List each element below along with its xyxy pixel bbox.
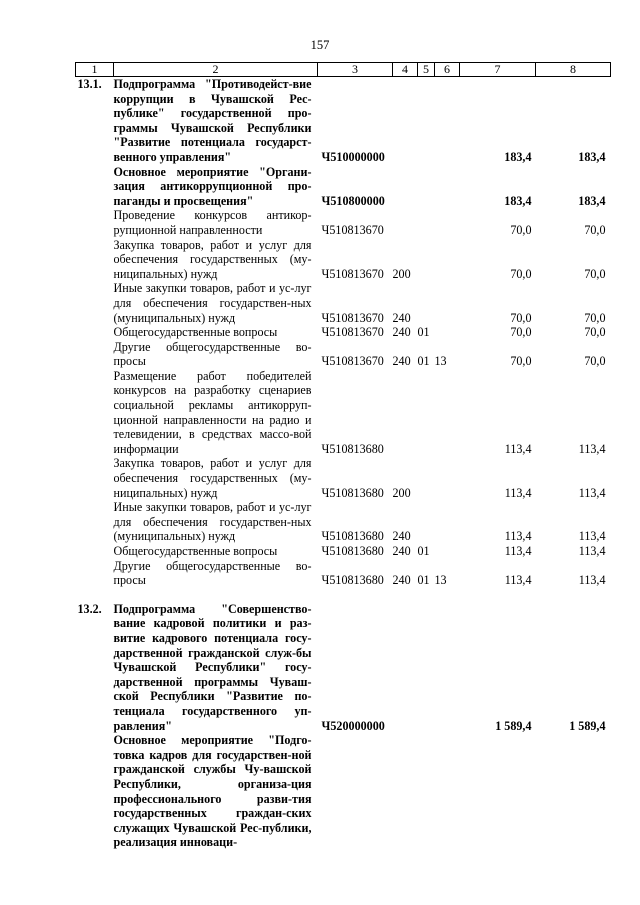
subsection [435, 77, 460, 165]
expense-type: 200 [392, 266, 411, 281]
row-number [76, 500, 114, 544]
row-description: Подпрограмма "Противодейст-вие коррупции в Чувашской Рес-публике" государственной про-граммы Чувашской Республики "Развитие потенциала государст-венного управления" [113, 77, 312, 164]
target-code [318, 733, 393, 850]
row-description: Основное мероприятие "Органи-зация антикоррупционной про-паганды и просвещения" [113, 164, 312, 208]
target-code: Ч510813670 [321, 222, 384, 237]
subsection: 13 [434, 573, 447, 588]
table-row [76, 733, 611, 850]
section [418, 500, 435, 544]
header-cell: 3 [318, 63, 393, 77]
row-description: Другие общегосударственные во-просы [113, 558, 312, 588]
amount-col7: 70,0 [510, 325, 532, 340]
amount-col7: 1 589,4 [495, 718, 532, 733]
expense-type: 240 [392, 310, 411, 325]
row-number [76, 208, 114, 237]
subsection [435, 165, 460, 209]
table-row [76, 77, 611, 165]
row-description: Подпрограмма "Совершенство-вание кадровой политики и раз-витие кадрового потенциала госу-дарственной гражданской служ-бы Чувашской Республики" госу-дарственной программы Чуваш-ской Республики "Развитие по-тенциала государственного уп-равления" [113, 601, 312, 733]
target-code: Ч510813670 [321, 325, 384, 340]
amount-col7: 183,4 [504, 193, 532, 208]
table-row [76, 544, 611, 559]
section [418, 77, 435, 165]
expense-type [393, 208, 418, 237]
target-code: Ч510813680 [321, 573, 384, 588]
target-code: Ч510813680 [321, 441, 384, 456]
header-row [76, 63, 611, 77]
expense-type: 240 [392, 354, 411, 369]
row-number [76, 369, 114, 457]
row-number [76, 281, 114, 325]
amount-col8: 70,0 [584, 354, 606, 369]
header-cell: 8 [536, 63, 611, 77]
expense-type: 240 [392, 325, 411, 340]
expense-type [393, 165, 418, 209]
section: 01 [417, 544, 430, 558]
row-description: Иные закупки товаров, работ и ус-луг для обеспечения государствен-ных (муниципальных) нужд [113, 281, 312, 325]
section: 01 [417, 325, 430, 340]
section [418, 165, 435, 209]
header-cell: 2 [114, 63, 318, 77]
amount-col8: 183,4 [578, 149, 606, 164]
subsection [435, 281, 460, 325]
amount-col7: 113,4 [504, 529, 532, 544]
amount-col7: 183,4 [504, 149, 532, 164]
amount-col8: 1 589,4 [569, 718, 606, 733]
row-description: Иные закупки товаров, работ и ус-луг для обеспечения государствен-ных (муниципальных) нужд [113, 500, 312, 544]
row-description: Другие общегосударственные во-просы [113, 339, 312, 369]
amount-col7 [460, 733, 536, 850]
row-description: Основное мероприятие "Подго-товка кадров для государствен-ной гражданской службы Чу-вашской Республики, организа-ция профессионального разви-тия государственных граждан-ских служащих Чувашской Рес-публики, реализация инноваци- [113, 733, 312, 850]
target-code: Ч520000000 [321, 718, 385, 733]
amount-col7: 70,0 [510, 222, 532, 237]
target-code: Ч510813670 [321, 354, 384, 369]
subsection: 13 [434, 354, 447, 369]
table-row [76, 165, 611, 209]
row-description: Общегосударственные вопросы [113, 325, 278, 340]
amount-col7: 113,4 [504, 544, 532, 558]
row-number: 13.2. [77, 601, 102, 616]
amount-col7: 70,0 [510, 266, 532, 281]
section [418, 456, 435, 500]
subsection [435, 456, 460, 500]
header-cell: 1 [76, 63, 114, 77]
row-number [76, 456, 114, 500]
row-number [76, 325, 114, 340]
expense-type [393, 369, 418, 457]
amount-col8 [536, 733, 611, 850]
subsection [435, 325, 460, 340]
row-description: Проведение конкурсов антикор-рупционной направленности [113, 208, 312, 237]
expense-type [393, 602, 418, 733]
page-number: 157 [310, 38, 330, 52]
amount-col8: 113,4 [578, 529, 606, 544]
amount-col7: 113,4 [504, 441, 532, 456]
amount-col7: 70,0 [510, 310, 532, 325]
subsection [435, 208, 460, 237]
table-row [76, 340, 611, 369]
target-code: Ч510000000 [321, 149, 385, 164]
section: 01 [417, 573, 430, 588]
row-number [76, 733, 114, 850]
subsection [435, 238, 460, 282]
amount-col8: 70,0 [584, 222, 606, 237]
subsection [435, 602, 460, 733]
table-row [76, 559, 611, 588]
table-row [76, 602, 611, 733]
row-description: Закупка товаров, работ и услуг для обеспечения государственных (му-ниципальных) нужд [113, 237, 312, 281]
section [418, 602, 435, 733]
row-description: Общегосударственные вопросы [113, 544, 278, 558]
expense-type [393, 77, 418, 165]
amount-col7: 113,4 [504, 573, 532, 588]
amount-col7: 113,4 [504, 485, 532, 500]
header-cell: 5 [418, 63, 435, 77]
amount-col8: 113,4 [578, 544, 606, 558]
section [418, 281, 435, 325]
expense-type [393, 733, 418, 850]
target-code: Ч510813680 [321, 485, 384, 500]
row-description: Закупка товаров, работ и услуг для обеспечения государственных (му-ниципальных) нужд [113, 456, 312, 500]
subsection [435, 733, 460, 850]
section [418, 369, 435, 457]
header-cell: 7 [460, 63, 536, 77]
amount-col8: 183,4 [578, 193, 606, 208]
table-row [76, 369, 611, 457]
row-description: Размещение работ победителей конкурсов на разработку сценариев социальной рекламы антикорруп-ционной направленности на радио и телевидении, в средствах массо-вой информации [113, 368, 312, 456]
expense-type: 240 [392, 529, 411, 544]
target-code: Ч510813680 [321, 529, 384, 544]
section [418, 208, 435, 237]
table-row [76, 208, 611, 237]
expense-type: 200 [392, 485, 411, 500]
table-row [76, 500, 611, 544]
table-body [76, 77, 611, 850]
section [418, 733, 435, 850]
expense-type: 240 [392, 544, 411, 558]
subsection [435, 369, 460, 457]
subsection [435, 544, 460, 559]
amount-col8: 113,4 [578, 441, 606, 456]
table-row [76, 281, 611, 325]
table-row [76, 456, 611, 500]
budget-table [75, 62, 611, 850]
expense-type: 240 [392, 573, 411, 588]
spacer-row [76, 588, 611, 602]
spacer-cell [76, 588, 611, 602]
row-number: 13.1. [77, 77, 102, 91]
target-code: Ч510813670 [321, 310, 384, 325]
section [418, 238, 435, 282]
target-code: Ч510813670 [321, 266, 384, 281]
row-number [76, 340, 114, 369]
table-row [76, 238, 611, 282]
amount-col8: 70,0 [584, 266, 606, 281]
amount-col8: 70,0 [584, 325, 606, 340]
amount-col8: 113,4 [578, 573, 606, 588]
table-row [76, 325, 611, 340]
amount-col8: 70,0 [584, 310, 606, 325]
row-number [76, 238, 114, 282]
target-code: Ч510800000 [321, 193, 385, 208]
subsection [435, 500, 460, 544]
row-number [76, 544, 114, 559]
row-number [76, 165, 114, 209]
row-number [76, 559, 114, 588]
target-code: Ч510813680 [321, 544, 384, 558]
amount-col7: 70,0 [510, 354, 532, 369]
section: 01 [417, 354, 430, 369]
amount-col8: 113,4 [578, 485, 606, 500]
header-cell: 6 [435, 63, 460, 77]
header-cell: 4 [393, 63, 418, 77]
